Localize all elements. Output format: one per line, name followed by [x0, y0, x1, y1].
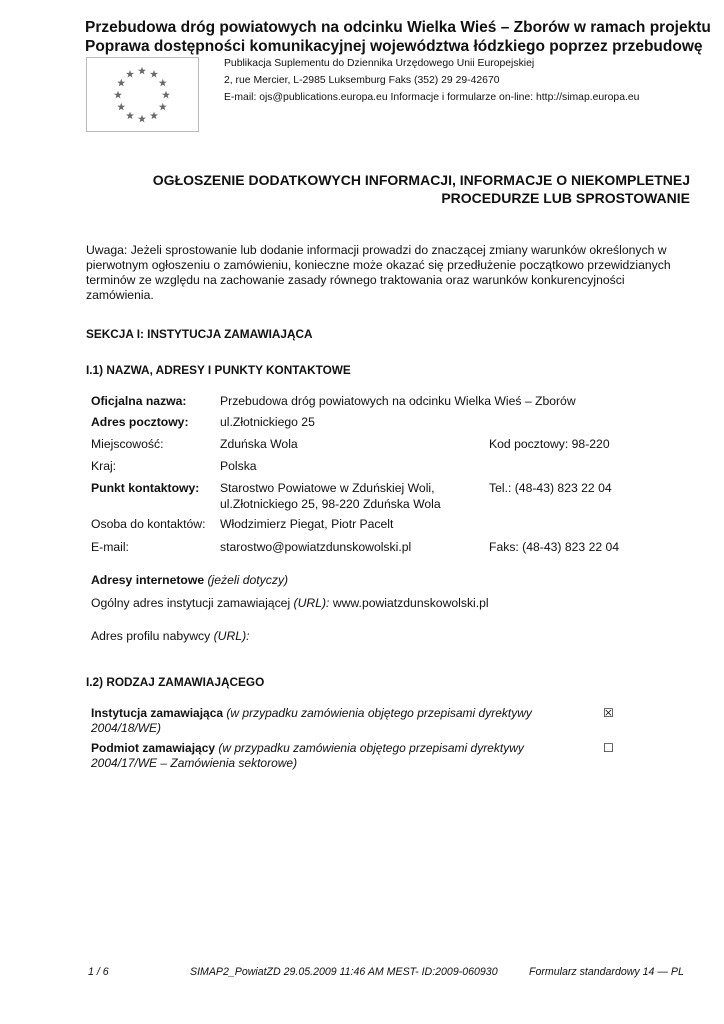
section-title: SEKCJA I: INSTYTUCJA ZAMAWIAJĄCA: [86, 327, 313, 341]
header-title: [85, 18, 711, 56]
eu-star-icon: [126, 70, 134, 78]
eu-star-icon: [159, 79, 167, 87]
official-name-label: Oficjalna nazwa:: [91, 394, 187, 408]
eu-star-icon: [150, 70, 158, 78]
contracting-entity-note: (w przypadku zamówienia objętego przepisami dyrektywy 2004/17/WE – Zamówienia sektorowe): [91, 741, 524, 770]
phone-number: Tel.: (48-43) 823 22 04: [489, 481, 612, 495]
official-name-value: Przebudowa dróg powiatowych na odcinku Wielka Wieś – Zborów: [220, 394, 576, 408]
general-url-label: Ogólny adres instytucji zamawiającej: [91, 596, 291, 610]
subsection-title-type: I.2) RODZAJ ZAMAWIAJĄCEGO: [86, 675, 265, 689]
eu-star-icon: [117, 79, 125, 87]
general-url-value: www.powiatzdunskowolski.pl: [332, 596, 489, 610]
internet-addresses-label: Adresy internetowe: [91, 573, 205, 587]
notice-title: [153, 171, 690, 207]
form-name: Formularz standardowy 14 — PL: [529, 966, 684, 978]
eu-star-icon: [162, 91, 170, 99]
publication-contact: E-mail: ojs@publications.europa.eu Informacje i formularze on-line: http://simap.europa.eu: [224, 92, 640, 103]
eu-star-icon: [138, 115, 146, 123]
header-title-line2: Poprawa dostępności komunikacyjnej województwa łódzkiego poprzez przebudowę: [85, 38, 703, 55]
internet-addresses: [91, 573, 288, 587]
general-url-row: [91, 596, 489, 610]
buyer-profile-note: (URL):: [213, 629, 250, 643]
internet-addresses-note: (jeżeli dotyczy): [207, 573, 289, 587]
contact-point-label: Punkt kontaktowy:: [91, 481, 200, 495]
city-value: Zduńska Wola: [220, 437, 298, 451]
fax-number: Faks: (48-43) 823 22 04: [489, 540, 620, 554]
document-id: SIMAP2_PowiatZD 29.05.2009 11:46 AM MEST- ID:2009-060930: [190, 966, 498, 978]
subsection-title: I.1) NAZWA, ADRESY I PUNKTY KONTAKTOWE: [86, 363, 351, 377]
contact-person-label: Osoba do kontaktów:: [91, 517, 206, 531]
city-label: Miejscowość:: [91, 437, 164, 451]
buyer-profile-label: Adres profilu nabywcy: [91, 629, 211, 643]
general-url-note: (URL):: [293, 596, 330, 610]
contracting-authority-note: (w przypadku zamówienia objętego przepisami dyrektywy 2004/18/WE): [91, 706, 532, 735]
postcode: Kod pocztowy: 98-220: [489, 437, 610, 451]
contracting-authority-type: [91, 706, 591, 735]
contact-point-line1: Starostwo Powiatowe w Zduńskiej Woli,: [220, 481, 435, 495]
notice-title-line2: PROCEDURZE LUB SPROSTOWANIE: [441, 190, 690, 206]
eu-star-icon: [138, 67, 146, 75]
country-value: Polska: [220, 459, 257, 473]
page-number: 1 / 6: [88, 966, 109, 978]
publication-info: [224, 55, 639, 106]
eu-flag-icon: [86, 57, 199, 132]
postal-address-value: ul.Złotnickiego 25: [220, 415, 315, 429]
contact-person-value: Włodzimierz Piegat, Piotr Pacelt: [220, 517, 394, 531]
contracting-authority-checkbox[interactable]: ☒: [603, 706, 614, 720]
publication-address: 2, rue Mercier, L-2985 Luksemburg Faks (352) 29 29-42670: [224, 75, 500, 86]
eu-star-icon: [117, 103, 125, 111]
email-label: E-mail:: [91, 540, 129, 554]
contracting-entity-type: [91, 741, 591, 770]
contact-point-value: [220, 480, 441, 512]
contracting-entity-checkbox[interactable]: ☐: [603, 741, 614, 755]
eu-star-icon: [114, 91, 122, 99]
email-value: starostwo@powiatzdunskowolski.pl: [220, 540, 412, 554]
eu-stars-graphic: [87, 58, 198, 131]
notice-title-line1: OGŁOSZENIE DODATKOWYCH INFORMACJI, INFORMACJE O NIEKOMPLETNEJ: [152, 172, 690, 188]
contracting-entity-label: Podmiot zamawiający: [91, 741, 216, 755]
header-title-line1: Przebudowa dróg powiatowych na odcinku Wielka Wieś – Zborów w ramach projektu: [85, 19, 711, 36]
warning-paragraph: Uwaga: Jeżeli sprostowanie lub dodanie informacji prowadzi do znaczącej zmiany warunków określonych w pierwotnym ogłoszeniu o zamówieniu, konieczne może okazać się przedłużenie początkowo przewidzianych terminów ze względu na zachowanie zasady równego traktowania oraz warunków konkurencyjności zamówienia.: [86, 243, 671, 302]
postal-address-label: Adres pocztowy:: [91, 415, 189, 429]
buyer-profile-row: [91, 629, 250, 643]
eu-star-icon: [159, 103, 167, 111]
eu-star-icon: [126, 112, 134, 120]
country-label: Kraj:: [91, 459, 117, 473]
contact-point-line2: ul.Złotnickiego 25, 98-220 Zduńska Wola: [220, 497, 441, 511]
publication-line1: Publikacja Suplementu do Dziennika Urzędowego Unii Europejskiej: [224, 58, 535, 69]
eu-star-icon: [150, 112, 158, 120]
contracting-authority-label: Instytucja zamawiająca: [91, 706, 224, 720]
